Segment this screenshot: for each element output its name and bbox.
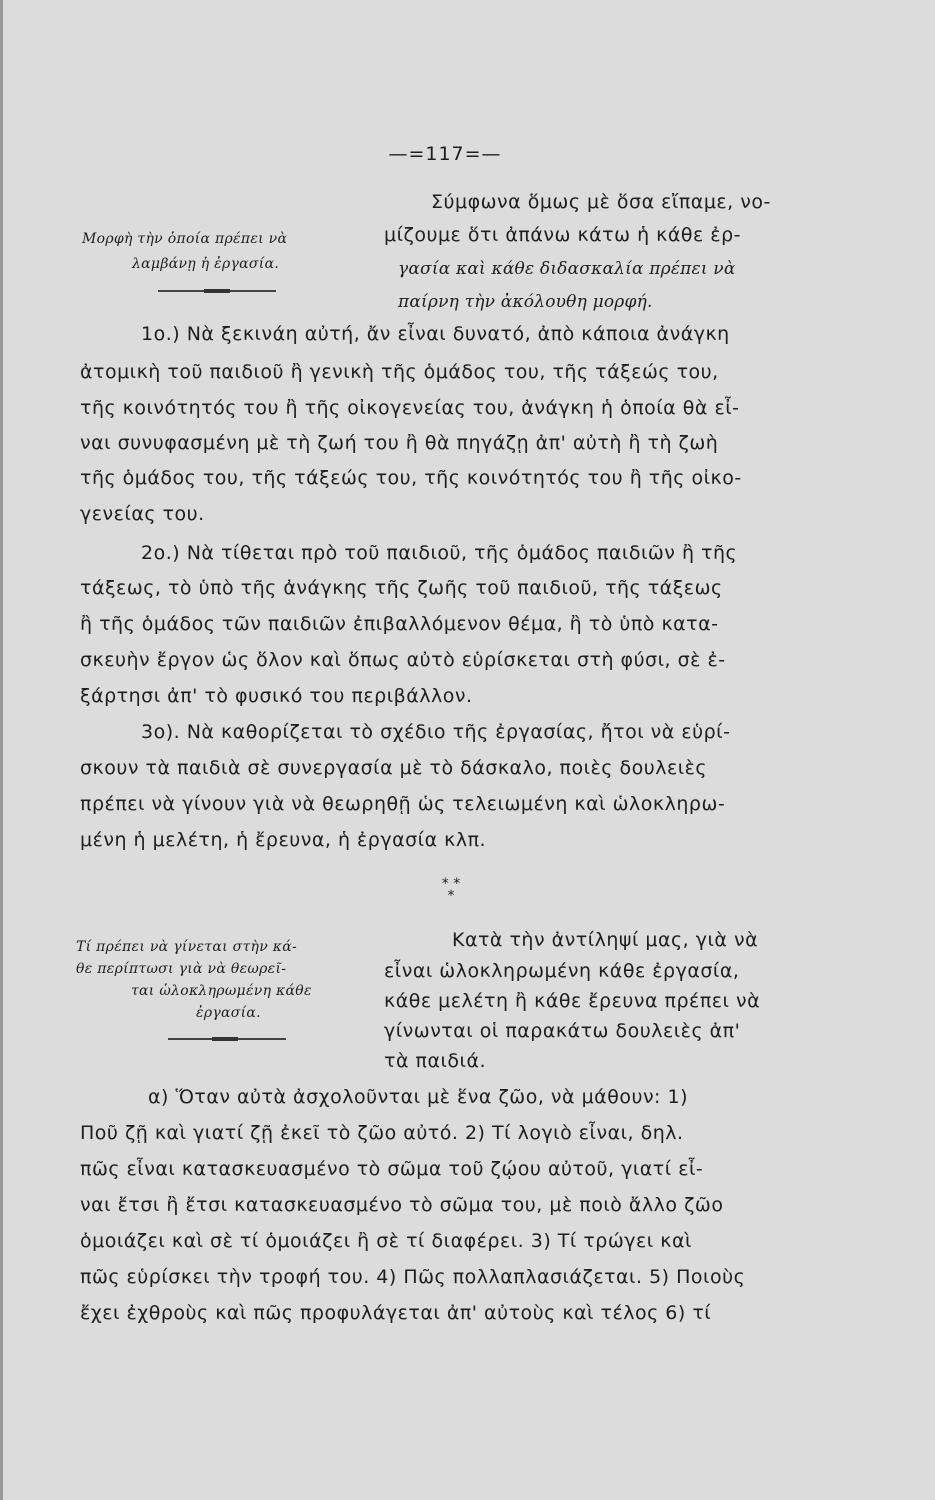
point3-line: σκουν τὰ παιδιὰ σὲ συνεργασία μὲ τὸ δάσκαλο, ποιὲς δουλειὲς — [80, 757, 708, 779]
point-a-line: ἔχει ἐχθροὺς καὶ πῶς προφυλάγεται ἀπ' αὐτοὺς καὶ τέλος 6) τί — [80, 1302, 712, 1324]
point3-line: 3ο). Νὰ καθορίζεται τὸ σχέδιο τῆς ἐργασίας, ἤτοι νὰ εὑρί- — [141, 721, 731, 743]
point1-line: 1ο.) Νὰ ξεκινάη αὐτή, ἄν εἶναι δυνατό, ἀπὸ κάποια ἀνάγκη — [141, 323, 730, 345]
point-a-line: πῶς εἶναι κατασκευασμένο τὸ σῶμα τοῦ ζῴου αὐτοῦ, γιατί εἶ- — [80, 1158, 704, 1180]
page-edge — [0, 0, 3, 1500]
point1-line: ἀτομικὴ τοῦ παιδιοῦ ἢ γενικὴ τῆς ὁμάδος του, τῆς τάξεώς του, — [80, 361, 719, 383]
point-a-line: Ποῦ ζῇ καὶ γιατί ζῇ ἐκεῖ τὸ ζῶο αὐτό. 2) Τί λογιὸ εἶναι, δηλ. — [80, 1122, 684, 1144]
point2-line: 2ο.) Νὰ τίθεται πρὸ τοῦ παιδιοῦ, τῆς ὁμάδος παιδιῶν ἢ τῆς — [141, 542, 738, 564]
section2-line: γίνωνται οἱ παρακάτω δουλειὲς ἀπ' — [384, 1020, 741, 1042]
margin-note-rule-mark — [204, 289, 230, 293]
intro-line: παίρνη τὴν ἀκόλουθη μορφή. — [398, 292, 653, 312]
point-a-line: α) Ὅταν αὐτὰ ἀσχολοῦνται μὲ ἕνα ζῶο, νὰ μάθουν: 1) — [148, 1086, 689, 1108]
point-a-line: ὁμοιάζει καὶ σὲ τί ὁμοιάζει ἢ σὲ τί διαφέρει. 3) Τί τρώγει καὶ — [80, 1230, 692, 1252]
point1-line: ναι συνυφασμένη μὲ τὴ ζωή του ἢ θὰ πηγάζῃ ἀπ' αὐτὴ ἢ τὴ ζωὴ — [80, 432, 719, 454]
point1-line: τῆς ὁμάδος του, τῆς τάξεώς του, τῆς κοινότητός του ἢ τῆς οἰκο- — [80, 467, 742, 489]
point2-line: ἢ τῆς ὁμάδος τῶν παιδιῶν ἐπιβαλλόμενον θέμα, ἢ τὸ ὑπὸ κατα- — [80, 613, 719, 635]
section2-line: Κατὰ τὴν ἀντίληψί μας, γιὰ νὰ — [452, 929, 759, 951]
margin-note-line: Μορφὴ τὴν ὁποία πρέπει νὰ — [82, 231, 288, 247]
margin-note-rule-mark — [212, 1037, 238, 1041]
section2-line: εἶναι ὡλοκληρωμένη κάθε ἐργασία, — [384, 960, 740, 982]
point2-line: τάξεως, τὸ ὑπὸ τῆς ἀνάγκης τῆς ζωῆς τοῦ παιδιοῦ, τῆς τάξεως — [80, 577, 723, 599]
intro-line: μίζουμε ὅτι ἀπάνω κάτω ἡ κάθε ἐρ- — [384, 224, 741, 246]
point-a-line: ναι ἔτσι ἢ ἔτσι κατασκευασμένο τὸ σῶμα του, μὲ ποιὸ ἄλλο ζῶο — [80, 1194, 724, 1216]
point-a-line: πῶς εὑρίσκει τὴν τροφή του. 4) Πῶς πολλαπλασιάζεται. 5) Ποιοὺς — [80, 1266, 746, 1288]
page-number-header: —=117=— — [388, 143, 502, 165]
asterism — [431, 878, 471, 902]
margin-note-line: λαμβάνῃ ἡ ἐργασία. — [132, 256, 280, 272]
point2-line: ξάρτησι ἀπ' τὸ φυσικό του περιβάλλον. — [80, 685, 473, 707]
section2-line: τὰ παιδιά. — [384, 1050, 487, 1072]
point1-line: τῆς κοινότητός του ἢ τῆς οἰκογενείας του, ἀνάγκη ἡ ὁποία θὰ εἶ- — [80, 397, 740, 419]
intro-line: Σύμφωνα ὅμως μὲ ὅσα εἴπαμε, νο- — [431, 191, 771, 213]
margin-note-line: ἐργασία. — [196, 1005, 261, 1021]
margin-note-line: θε περίπτωσι γιὰ νὰ θεωρεῖ- — [76, 961, 287, 977]
point3-line: μένη ἡ μελέτη, ἡ ἔρευνα, ἡ ἐργασία κλπ. — [80, 829, 487, 851]
point3-line: πρέπει νὰ γίνουν γιὰ νὰ θεωρηθῇ ὡς τελειωμένη καὶ ὡλοκληρω- — [80, 793, 726, 815]
section2-line: κάθε μελέτη ἢ κάθε ἔρευνα πρέπει νὰ — [384, 990, 761, 1012]
asterism-top: * * — [441, 876, 461, 892]
margin-note-line: Τί πρέπει νὰ γίνεται στὴν κά- — [76, 939, 298, 955]
point1-line: γενείας του. — [80, 503, 205, 525]
asterism-bottom: * — [447, 888, 455, 904]
margin-note-line: ται ὡλοκληρωμένη κάθε — [131, 983, 312, 999]
intro-line: γασία καὶ κάθε διδασκαλία πρέπει νὰ — [398, 259, 736, 279]
point2-line: σκευὴν ἔργον ὡς ὅλον καὶ ὅπως αὐτὸ εὑρίσκεται στὴ φύσι, σὲ ἐ- — [80, 649, 726, 671]
